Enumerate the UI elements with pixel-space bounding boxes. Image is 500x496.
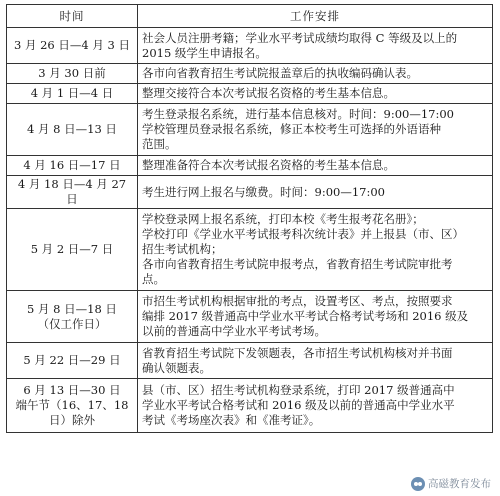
- row-work: [138, 84, 493, 104]
- table-row: [7, 64, 493, 84]
- work-line: 学校打印《学业水平考试报考科次统计表》并上报县（市、区）: [142, 227, 464, 241]
- table-row: [7, 28, 493, 64]
- work-line: 社会人员注册考籍；学业水平考试成绩均取得 C 等级及以上的: [142, 30, 458, 45]
- exam-schedule-table: [6, 4, 493, 433]
- work-line: 确认领题表。: [142, 360, 211, 375]
- row-time: 3 月 30 日前: [7, 64, 138, 84]
- chat-bubble-icon: [411, 477, 425, 491]
- watermark: [408, 475, 494, 492]
- header-work: 工作安排: [138, 5, 493, 28]
- work-line: 编排 2017 级普通高中学业水平考试合格考试考场和 2016 级及: [142, 309, 469, 323]
- work-line: 点。: [142, 272, 165, 286]
- work-line: 以前的普通高中学业水平考试考场。: [142, 324, 326, 338]
- row-time: 5 月 2 日—7 日: [7, 209, 138, 291]
- table-header-row: [7, 5, 493, 28]
- row-work: [138, 176, 493, 209]
- work-line: 考生进行网上报名与缴费。时间：9:00—17:00: [142, 184, 385, 199]
- work-line: 学业水平考试合格考试和 2016 级及以前的普通高中学业水平: [142, 398, 455, 412]
- table-row: [7, 209, 493, 291]
- row-work: [138, 64, 493, 84]
- table-row: [7, 156, 493, 176]
- work-line: 整理交接符合本次考试报名资格的考生基本信息。: [142, 86, 395, 100]
- row-time: 4 月 1 日—4 日: [7, 84, 138, 104]
- table-row: [7, 84, 493, 104]
- row-time: 6 月 13 日—30 日 端午节（16、17、18 日）除外: [7, 379, 138, 433]
- row-work: [138, 28, 493, 64]
- table-row: [7, 343, 493, 379]
- row-time: 3 月 26 日—4 月 3 日: [7, 28, 138, 64]
- row-work: [138, 379, 493, 433]
- work-line: 考生登录报名系统，进行基本信息核对。时间：9:00—17:00: [142, 107, 454, 121]
- table-row: [7, 104, 493, 156]
- work-line: 学校管理员登录报名系统，修正本校考生可选择的外语语种: [142, 122, 441, 136]
- row-time: 5 月 22 日—29 日: [7, 343, 138, 379]
- work-line: 各市向省教育招生考试院申报考点，省教育招生考试院审批考: [142, 257, 453, 271]
- work-line: 县（市、区）招生考试机构登录系统，打印 2017 级普通高中: [142, 383, 455, 397]
- work-line: 2015 级学生申请报名。: [142, 45, 267, 60]
- row-work: [138, 156, 493, 176]
- work-line: 各市向省教育招生考试院报盖章后的执收编码确认表。: [142, 66, 418, 80]
- row-time: 4 月 8 日—13 日: [7, 104, 138, 156]
- watermark-text: 高磁教育发布: [428, 478, 491, 490]
- work-line: 学校登录网上报名系统，打印本校《考生报考花名册》；: [142, 212, 424, 226]
- work-line: 市招生考试机构根据审批的考点，设置考区、考点，按照要求: [142, 294, 453, 308]
- header-time: 时间: [7, 5, 138, 28]
- row-work: [138, 104, 493, 156]
- work-line: 招生考试机构；: [142, 242, 223, 256]
- table-row: [7, 379, 493, 433]
- row-time: 5 月 8 日—18 日 （仅工作日）: [7, 291, 138, 343]
- work-line: 范围。: [142, 137, 177, 151]
- table-row: [7, 291, 493, 343]
- work-line: 考试《考场座次表》和《准考证》。: [142, 413, 321, 427]
- row-work: [138, 209, 493, 291]
- table-body: [7, 28, 493, 433]
- row-work: [138, 291, 493, 343]
- table-row: [7, 176, 493, 209]
- work-line: 省教育招生考试院下发领题表，各市招生考试机构核对并书面: [142, 345, 453, 360]
- row-time: 4 月 18 日—4 月 27 日: [7, 176, 138, 209]
- row-time: 4 月 16 日—17 日: [7, 156, 138, 176]
- row-work: [138, 343, 493, 379]
- work-line: 整理准备符合本次考试报名资格的考生基本信息。: [142, 158, 395, 172]
